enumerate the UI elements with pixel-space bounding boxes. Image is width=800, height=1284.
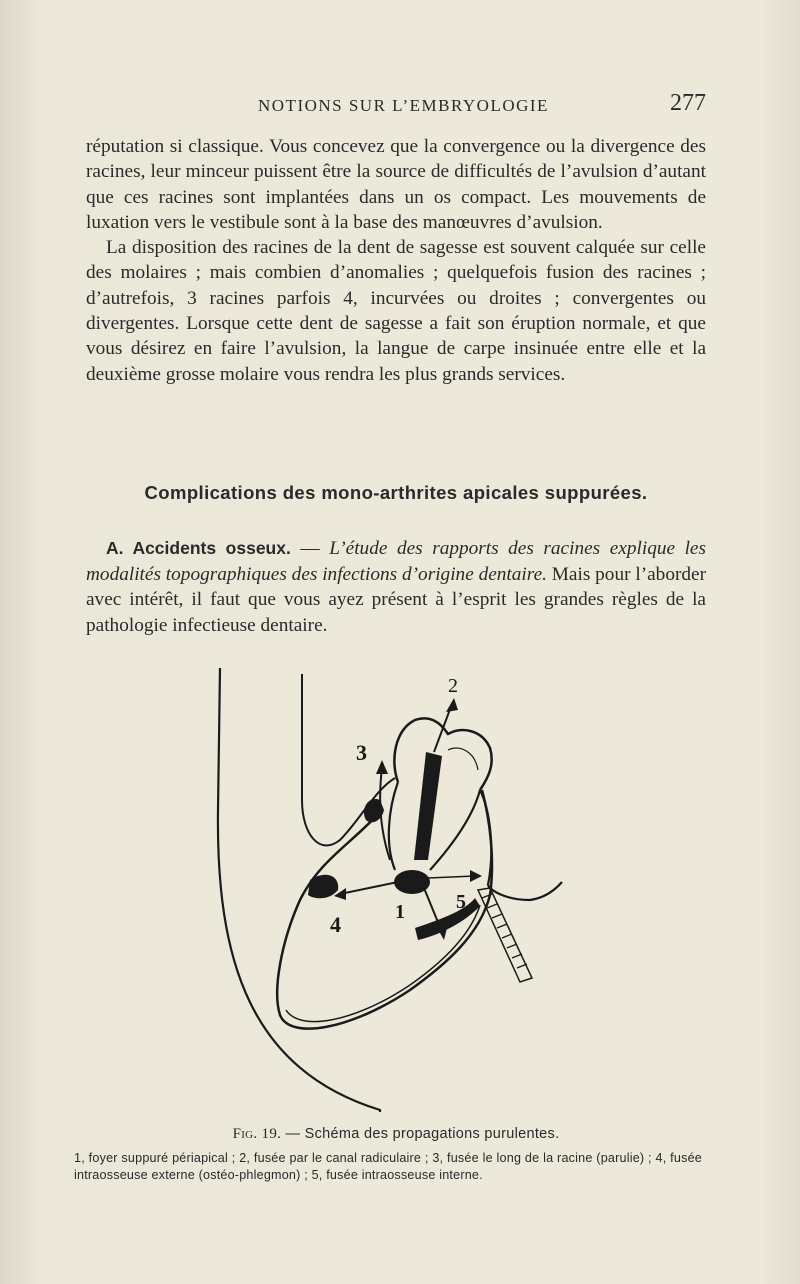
label-1: 1 (395, 901, 405, 923)
section-dash: — (290, 538, 330, 559)
section-rest-text: Mais pour l’aborder avec intérêt, il faut que vous ayez présent à l’esprit les grandes règles de la pathologie infectieuse dentaire. (86, 563, 706, 636)
running-head: NOTIONS SUR L’EMBRYOLOGIE (258, 96, 549, 115)
tooth-root-right (430, 790, 480, 870)
hatched-band (478, 888, 532, 982)
page-header (90, 92, 710, 122)
propagation-diagram (190, 660, 590, 1120)
body-text (86, 134, 706, 387)
paragraph-2: La disposition des racines de la dent de sagesse est souvent calquée sur celle des molaires ; mais combien d’anomalies ; quelquefois fusion des racines ; d’autrefois, 3 racines parfois 4, incurvées ou droites ; convergentes ou divergentes. Lorsque cette dent de sagesse a fait son éruption normale, et que vous désirez en faire l’avulsion, la langue de carpe insinuée entre elle et la deuxième grosse molaire vous rendra les plus grands services. (86, 237, 706, 385)
paragraph-1: réputation si classique. Vous concevez que la convergence ou la divergence des racines, leur minceur puissent être la source de difficultés de l’avulsion d’autant que ces racines sont implantées dans un os compact. Les mouvements de luxation vers le vestibule sont à la base des manœuvres d’avulsion. (86, 136, 706, 233)
label-5: 5 (456, 891, 466, 913)
caption-text: Schéma des propagations purulentes. (304, 1126, 560, 1142)
arrow-4-line (340, 882, 398, 894)
section-a-paragraph (86, 536, 706, 638)
label-2: 2 (448, 675, 458, 697)
root-canal (414, 752, 442, 860)
tooth-root-left (389, 782, 398, 870)
arrow-5b-head (470, 870, 482, 882)
caption-dash: — (281, 1126, 305, 1142)
arrow-5b-line (428, 876, 475, 878)
page-number: 277 (670, 90, 706, 116)
caption-label: Fig. 19. (232, 1126, 282, 1142)
section-italic-text: L’étude des rapports des racines explique les modalités topographiques des infections d’origine dentaire. (86, 538, 706, 585)
label-4: 4 (330, 912, 341, 937)
arrow-3-head (376, 760, 388, 774)
section-heading: Complications des mono-arthrites apicales suppurées. (144, 482, 648, 503)
arrow-2-head (446, 698, 458, 712)
figure-legend (74, 1150, 702, 1184)
section-lead: A. Accidents osseux. (106, 538, 291, 558)
label-3: 3 (356, 740, 367, 765)
legend-text: 1, foyer suppuré périapical ; 2, fusée par le canal radiculaire ; 3, fusée le long de la racine (parulie) ; 4, fusée intraosseuse externe (ostéo-phlegmon) ; 5, fusée intraosseuse interne. (74, 1151, 702, 1182)
tooth-inner-line (448, 748, 478, 770)
figure-caption (76, 1126, 716, 1143)
figure-19 (190, 660, 590, 1120)
